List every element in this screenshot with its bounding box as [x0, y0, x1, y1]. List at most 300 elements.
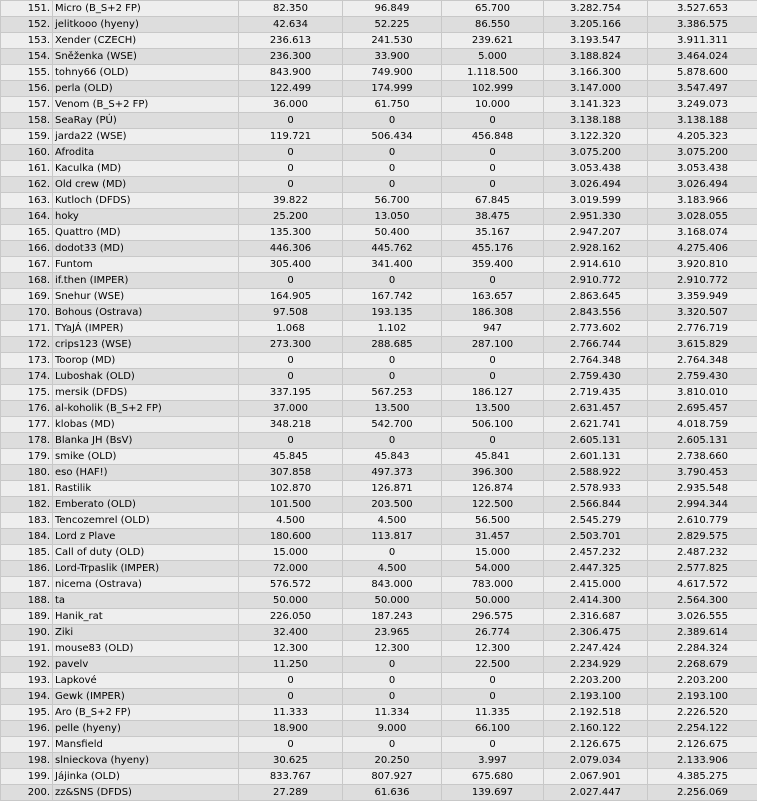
value-2-cell: 61.750	[343, 97, 442, 113]
table-row	[1, 321, 757, 337]
score-cell: 3.282.754	[544, 1, 648, 17]
player-name-cell: Lord z Plave	[53, 529, 239, 545]
rank-cell: 165.	[1, 225, 53, 241]
rank-cell: 199.	[1, 769, 53, 785]
value-1-cell: 135.300	[239, 225, 343, 241]
table-row	[1, 753, 757, 769]
value-3-cell: 0	[442, 369, 544, 385]
total-cell: 2.738.660	[648, 449, 757, 465]
total-cell: 2.284.324	[648, 641, 757, 657]
total-cell: 2.254.122	[648, 721, 757, 737]
player-name-cell: pelle (hyeny)	[53, 721, 239, 737]
table-row	[1, 337, 757, 353]
value-3-cell: 1.118.500	[442, 65, 544, 81]
score-cell: 3.053.438	[544, 161, 648, 177]
table-row	[1, 33, 757, 49]
value-2-cell: 542.700	[343, 417, 442, 433]
value-2-cell: 0	[343, 353, 442, 369]
total-cell: 3.320.507	[648, 305, 757, 321]
score-cell: 3.166.300	[544, 65, 648, 81]
rank-cell: 190.	[1, 625, 53, 641]
table-row	[1, 561, 757, 577]
total-cell: 5.878.600	[648, 65, 757, 81]
table-row	[1, 721, 757, 737]
table-row	[1, 209, 757, 225]
value-1-cell: 164.905	[239, 289, 343, 305]
value-3-cell: 50.000	[442, 593, 544, 609]
value-3-cell: 0	[442, 177, 544, 193]
score-cell: 3.147.000	[544, 81, 648, 97]
rank-cell: 177.	[1, 417, 53, 433]
value-1-cell: 39.822	[239, 193, 343, 209]
rank-cell: 179.	[1, 449, 53, 465]
table-row	[1, 497, 757, 513]
value-1-cell: 50.000	[239, 593, 343, 609]
value-3-cell: 239.621	[442, 33, 544, 49]
value-1-cell: 0	[239, 689, 343, 705]
total-cell: 3.790.453	[648, 465, 757, 481]
value-2-cell: 45.843	[343, 449, 442, 465]
rank-cell: 160.	[1, 145, 53, 161]
value-3-cell: 13.500	[442, 401, 544, 417]
score-cell: 2.203.200	[544, 673, 648, 689]
total-cell: 2.764.348	[648, 353, 757, 369]
value-3-cell: 455.176	[442, 241, 544, 257]
score-cell: 2.773.602	[544, 321, 648, 337]
total-cell: 2.759.430	[648, 369, 757, 385]
value-1-cell: 42.634	[239, 17, 343, 33]
value-2-cell: 126.871	[343, 481, 442, 497]
value-3-cell: 947	[442, 321, 544, 337]
table-row	[1, 369, 757, 385]
value-2-cell: 0	[343, 545, 442, 561]
value-2-cell: 0	[343, 273, 442, 289]
total-cell: 2.695.457	[648, 401, 757, 417]
rank-cell: 161.	[1, 161, 53, 177]
value-1-cell: 1.068	[239, 321, 343, 337]
value-2-cell: 174.999	[343, 81, 442, 97]
total-cell: 2.829.575	[648, 529, 757, 545]
value-3-cell: 0	[442, 273, 544, 289]
rank-cell: 196.	[1, 721, 53, 737]
value-1-cell: 101.500	[239, 497, 343, 513]
player-name-cell: Emberato (OLD)	[53, 497, 239, 513]
rank-cell: 169.	[1, 289, 53, 305]
total-cell: 2.776.719	[648, 321, 757, 337]
value-1-cell: 273.300	[239, 337, 343, 353]
total-cell: 2.935.548	[648, 481, 757, 497]
score-cell: 2.234.929	[544, 657, 648, 673]
total-cell: 2.610.779	[648, 513, 757, 529]
player-name-cell: mouse83 (OLD)	[53, 641, 239, 657]
ranking-table-body	[1, 1, 757, 801]
player-name-cell: TYaJÁ (IMPER)	[53, 321, 239, 337]
rank-cell: 174.	[1, 369, 53, 385]
value-3-cell: 186.308	[442, 305, 544, 321]
rank-cell: 159.	[1, 129, 53, 145]
rank-cell: 170.	[1, 305, 53, 321]
score-cell: 2.193.100	[544, 689, 648, 705]
table-row	[1, 673, 757, 689]
value-2-cell: 445.762	[343, 241, 442, 257]
value-2-cell: 241.530	[343, 33, 442, 49]
score-cell: 2.415.000	[544, 577, 648, 593]
value-1-cell: 37.000	[239, 401, 343, 417]
total-cell: 3.911.311	[648, 33, 757, 49]
table-row	[1, 145, 757, 161]
player-name-cell: SeaRay (PÚ)	[53, 113, 239, 129]
player-name-cell: Sněženka (WSE)	[53, 49, 239, 65]
rank-cell: 185.	[1, 545, 53, 561]
value-2-cell: 56.700	[343, 193, 442, 209]
value-1-cell: 0	[239, 369, 343, 385]
player-name-cell: jelitkooo (hyeny)	[53, 17, 239, 33]
value-1-cell: 18.900	[239, 721, 343, 737]
value-1-cell: 12.300	[239, 641, 343, 657]
score-cell: 2.192.518	[544, 705, 648, 721]
table-row	[1, 225, 757, 241]
value-3-cell: 102.999	[442, 81, 544, 97]
value-2-cell: 11.334	[343, 705, 442, 721]
value-2-cell: 843.000	[343, 577, 442, 593]
total-cell: 2.256.069	[648, 785, 757, 801]
value-2-cell: 506.434	[343, 129, 442, 145]
value-3-cell: 0	[442, 737, 544, 753]
rank-cell: 178.	[1, 433, 53, 449]
player-name-cell: nicema (Ostrava)	[53, 577, 239, 593]
player-name-cell: Blanka JH (BsV)	[53, 433, 239, 449]
table-row	[1, 273, 757, 289]
total-cell: 3.249.073	[648, 97, 757, 113]
score-cell: 2.126.675	[544, 737, 648, 753]
value-1-cell: 0	[239, 113, 343, 129]
value-2-cell: 497.373	[343, 465, 442, 481]
score-cell: 3.205.166	[544, 17, 648, 33]
table-row	[1, 257, 757, 273]
value-1-cell: 0	[239, 177, 343, 193]
rank-cell: 175.	[1, 385, 53, 401]
score-cell: 2.503.701	[544, 529, 648, 545]
rank-cell: 164.	[1, 209, 53, 225]
total-cell: 3.464.024	[648, 49, 757, 65]
score-cell: 2.863.645	[544, 289, 648, 305]
value-2-cell: 0	[343, 433, 442, 449]
rank-cell: 197.	[1, 737, 53, 753]
score-cell: 2.306.475	[544, 625, 648, 641]
player-name-cell: pavelv	[53, 657, 239, 673]
table-row	[1, 193, 757, 209]
value-2-cell: 52.225	[343, 17, 442, 33]
score-cell: 2.947.207	[544, 225, 648, 241]
score-cell: 2.457.232	[544, 545, 648, 561]
score-cell: 3.075.200	[544, 145, 648, 161]
rank-cell: 154.	[1, 49, 53, 65]
score-cell: 3.141.323	[544, 97, 648, 113]
table-row	[1, 529, 757, 545]
table-row	[1, 385, 757, 401]
value-3-cell: 3.997	[442, 753, 544, 769]
score-cell: 2.447.325	[544, 561, 648, 577]
player-name-cell: Call of duty (OLD)	[53, 545, 239, 561]
value-3-cell: 456.848	[442, 129, 544, 145]
value-1-cell: 119.721	[239, 129, 343, 145]
score-cell: 2.764.348	[544, 353, 648, 369]
total-cell: 3.183.966	[648, 193, 757, 209]
player-name-cell: Luboshak (OLD)	[53, 369, 239, 385]
rank-cell: 155.	[1, 65, 53, 81]
score-cell: 3.019.599	[544, 193, 648, 209]
total-cell: 3.920.810	[648, 257, 757, 273]
value-1-cell: 102.870	[239, 481, 343, 497]
rank-cell: 171.	[1, 321, 53, 337]
table-row	[1, 513, 757, 529]
player-name-cell: Jájinka (OLD)	[53, 769, 239, 785]
value-3-cell: 0	[442, 673, 544, 689]
player-name-cell: Old crew (MD)	[53, 177, 239, 193]
value-1-cell: 843.900	[239, 65, 343, 81]
value-1-cell: 236.300	[239, 49, 343, 65]
value-2-cell: 193.135	[343, 305, 442, 321]
table-row	[1, 433, 757, 449]
value-1-cell: 833.767	[239, 769, 343, 785]
player-name-cell: Tencozemrel (OLD)	[53, 513, 239, 529]
table-row	[1, 81, 757, 97]
rank-cell: 194.	[1, 689, 53, 705]
value-2-cell: 96.849	[343, 1, 442, 17]
value-3-cell: 38.475	[442, 209, 544, 225]
player-name-cell: Afrodita	[53, 145, 239, 161]
score-cell: 2.566.844	[544, 497, 648, 513]
value-3-cell: 675.680	[442, 769, 544, 785]
value-3-cell: 122.500	[442, 497, 544, 513]
table-row	[1, 49, 757, 65]
value-3-cell: 65.700	[442, 1, 544, 17]
rank-cell: 153.	[1, 33, 53, 49]
value-1-cell: 11.250	[239, 657, 343, 673]
value-1-cell: 4.500	[239, 513, 343, 529]
score-cell: 2.247.424	[544, 641, 648, 657]
value-2-cell: 567.253	[343, 385, 442, 401]
rank-cell: 193.	[1, 673, 53, 689]
total-cell: 2.910.772	[648, 273, 757, 289]
rank-cell: 188.	[1, 593, 53, 609]
score-cell: 2.027.447	[544, 785, 648, 801]
player-name-cell: Rastilik	[53, 481, 239, 497]
total-cell: 4.617.572	[648, 577, 757, 593]
score-cell: 2.605.131	[544, 433, 648, 449]
table-row	[1, 417, 757, 433]
score-cell: 3.188.824	[544, 49, 648, 65]
player-name-cell: Funtom	[53, 257, 239, 273]
score-cell: 2.951.330	[544, 209, 648, 225]
value-3-cell: 66.100	[442, 721, 544, 737]
value-3-cell: 35.167	[442, 225, 544, 241]
rank-cell: 156.	[1, 81, 53, 97]
player-name-cell: Micro (B_S+2 FP)	[53, 1, 239, 17]
value-2-cell: 23.965	[343, 625, 442, 641]
player-name-cell: crips123 (WSE)	[53, 337, 239, 353]
total-cell: 3.168.074	[648, 225, 757, 241]
rank-cell: 172.	[1, 337, 53, 353]
score-cell: 2.766.744	[544, 337, 648, 353]
value-2-cell: 61.636	[343, 785, 442, 801]
value-2-cell: 807.927	[343, 769, 442, 785]
table-row	[1, 625, 757, 641]
player-name-cell: zz&SNS (DFDS)	[53, 785, 239, 801]
table-row	[1, 689, 757, 705]
player-name-cell: tohny66 (OLD)	[53, 65, 239, 81]
value-3-cell: 12.300	[442, 641, 544, 657]
rank-cell: 182.	[1, 497, 53, 513]
value-2-cell: 33.900	[343, 49, 442, 65]
value-3-cell: 163.657	[442, 289, 544, 305]
value-3-cell: 506.100	[442, 417, 544, 433]
player-name-cell: Mansfield	[53, 737, 239, 753]
value-2-cell: 50.000	[343, 593, 442, 609]
rank-cell: 195.	[1, 705, 53, 721]
total-cell: 2.126.675	[648, 737, 757, 753]
value-1-cell: 0	[239, 273, 343, 289]
value-3-cell: 22.500	[442, 657, 544, 673]
score-cell: 2.414.300	[544, 593, 648, 609]
player-name-cell: if.then (IMPER)	[53, 273, 239, 289]
value-3-cell: 783.000	[442, 577, 544, 593]
value-2-cell: 0	[343, 737, 442, 753]
value-2-cell: 113.817	[343, 529, 442, 545]
table-row	[1, 97, 757, 113]
rank-cell: 173.	[1, 353, 53, 369]
value-2-cell: 749.900	[343, 65, 442, 81]
rank-cell: 200.	[1, 785, 53, 801]
table-row	[1, 545, 757, 561]
player-name-cell: Lord-Trpaslik (IMPER)	[53, 561, 239, 577]
value-1-cell: 27.289	[239, 785, 343, 801]
total-cell: 2.389.614	[648, 625, 757, 641]
score-cell: 2.914.610	[544, 257, 648, 273]
value-1-cell: 307.858	[239, 465, 343, 481]
score-cell: 2.588.922	[544, 465, 648, 481]
value-1-cell: 97.508	[239, 305, 343, 321]
total-cell: 3.810.010	[648, 385, 757, 401]
value-2-cell: 0	[343, 657, 442, 673]
value-2-cell: 12.300	[343, 641, 442, 657]
score-cell: 2.316.687	[544, 609, 648, 625]
value-3-cell: 186.127	[442, 385, 544, 401]
total-cell: 3.053.438	[648, 161, 757, 177]
value-1-cell: 11.333	[239, 705, 343, 721]
player-name-cell: Kutloch (DFDS)	[53, 193, 239, 209]
value-1-cell: 0	[239, 161, 343, 177]
table-row	[1, 401, 757, 417]
rank-cell: 163.	[1, 193, 53, 209]
total-cell: 2.133.906	[648, 753, 757, 769]
value-1-cell: 45.845	[239, 449, 343, 465]
rank-cell: 162.	[1, 177, 53, 193]
value-1-cell: 25.200	[239, 209, 343, 225]
table-row	[1, 289, 757, 305]
table-row	[1, 609, 757, 625]
rank-cell: 157.	[1, 97, 53, 113]
total-cell: 3.026.555	[648, 609, 757, 625]
total-cell: 2.487.232	[648, 545, 757, 561]
table-row	[1, 65, 757, 81]
value-2-cell: 13.050	[343, 209, 442, 225]
value-2-cell: 288.685	[343, 337, 442, 353]
total-cell: 4.018.759	[648, 417, 757, 433]
rank-cell: 152.	[1, 17, 53, 33]
table-row	[1, 785, 757, 801]
table-row	[1, 177, 757, 193]
value-3-cell: 67.845	[442, 193, 544, 209]
rank-cell: 198.	[1, 753, 53, 769]
value-3-cell: 11.335	[442, 705, 544, 721]
player-name-cell: ta	[53, 593, 239, 609]
player-name-cell: Snehur (WSE)	[53, 289, 239, 305]
player-name-cell: Xender (CZECH)	[53, 33, 239, 49]
score-cell: 3.122.320	[544, 129, 648, 145]
value-1-cell: 236.613	[239, 33, 343, 49]
value-1-cell: 337.195	[239, 385, 343, 401]
value-1-cell: 122.499	[239, 81, 343, 97]
value-3-cell: 10.000	[442, 97, 544, 113]
player-name-cell: hoky	[53, 209, 239, 225]
score-cell: 2.621.741	[544, 417, 648, 433]
value-2-cell: 9.000	[343, 721, 442, 737]
value-2-cell: 1.102	[343, 321, 442, 337]
rank-cell: 158.	[1, 113, 53, 129]
total-cell: 3.527.653	[648, 1, 757, 17]
value-2-cell: 50.400	[343, 225, 442, 241]
table-row	[1, 769, 757, 785]
value-2-cell: 203.500	[343, 497, 442, 513]
table-row	[1, 129, 757, 145]
value-3-cell: 5.000	[442, 49, 544, 65]
value-2-cell: 0	[343, 689, 442, 705]
player-name-cell: Gewk (IMPER)	[53, 689, 239, 705]
score-cell: 2.067.901	[544, 769, 648, 785]
value-1-cell: 32.400	[239, 625, 343, 641]
rank-cell: 167.	[1, 257, 53, 273]
value-3-cell: 287.100	[442, 337, 544, 353]
value-1-cell: 0	[239, 145, 343, 161]
score-cell: 2.719.435	[544, 385, 648, 401]
value-2-cell: 4.500	[343, 561, 442, 577]
value-1-cell: 226.050	[239, 609, 343, 625]
score-cell: 3.026.494	[544, 177, 648, 193]
table-row	[1, 577, 757, 593]
total-cell: 2.994.344	[648, 497, 757, 513]
value-3-cell: 26.774	[442, 625, 544, 641]
value-1-cell: 15.000	[239, 545, 343, 561]
table-row	[1, 1, 757, 17]
total-cell: 2.605.131	[648, 433, 757, 449]
value-1-cell: 446.306	[239, 241, 343, 257]
player-name-cell: dodot33 (MD)	[53, 241, 239, 257]
table-row	[1, 17, 757, 33]
total-cell: 2.564.300	[648, 593, 757, 609]
value-3-cell: 0	[442, 689, 544, 705]
value-3-cell: 396.300	[442, 465, 544, 481]
value-3-cell: 139.697	[442, 785, 544, 801]
rank-cell: 189.	[1, 609, 53, 625]
total-cell: 3.138.188	[648, 113, 757, 129]
table-row	[1, 113, 757, 129]
value-1-cell: 0	[239, 353, 343, 369]
total-cell: 2.268.679	[648, 657, 757, 673]
value-1-cell: 305.400	[239, 257, 343, 273]
value-1-cell: 348.218	[239, 417, 343, 433]
value-3-cell: 0	[442, 113, 544, 129]
